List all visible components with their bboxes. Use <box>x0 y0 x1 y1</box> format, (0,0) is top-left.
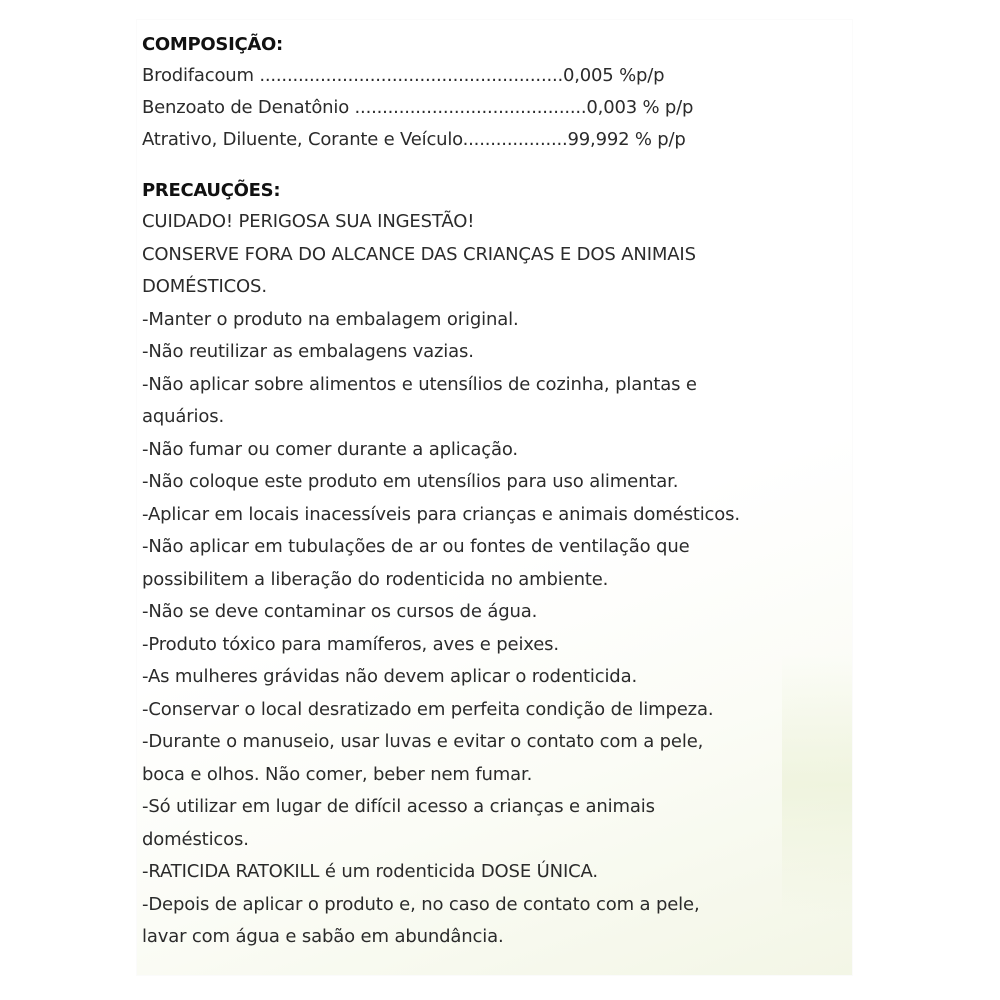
precaution-line: possibilitem a liberação do rodenticida no ambiente. <box>142 568 609 590</box>
precaution-line: -Produto tóxico para mamíferos, aves e peixes. <box>142 633 559 655</box>
precaution-line: DOMÉSTICOS. <box>142 276 267 297</box>
precaution-line: -Não aplicar em tubulações de ar ou fontes de ventilação que <box>142 536 690 557</box>
precautions-section <box>142 176 842 954</box>
precaution-line: -Não coloque este produto em utensílios para uso alimentar. <box>142 471 679 492</box>
precaution-line: -Não aplicar sobre alimentos e utensílios de cozinha, plantas e <box>142 373 697 395</box>
composition-row-brodifacoum: Brodifacoum .......................................................0,005 %p/p <box>142 65 665 86</box>
precaution-line: -Não reutilizar as embalagens vazias. <box>142 341 474 362</box>
composition-row-benzoato: Benzoato de Denatônio ..........................................0,003 % p/p <box>142 97 694 118</box>
composition-row-atrativo: Atrativo, Diluente, Corante e Veículo...................99,992 % p/p <box>142 129 686 150</box>
precaution-line: -Aplicar em locais inacessíveis para crianças e animais domésticos. <box>142 503 740 525</box>
composition-heading: COMPOSIÇÃO: <box>142 34 283 55</box>
precaution-line: -Manter o produto na embalagem original. <box>142 308 519 330</box>
precautions-heading: PRECAUÇÕES: <box>142 180 281 201</box>
precaution-line: -Não se deve contaminar os cursos de água. <box>142 601 538 622</box>
composition-table <box>142 60 802 156</box>
precaution-line: CUIDADO! PERIGOSA SUA INGESTÃO! <box>142 211 475 232</box>
precaution-line: -Não fumar ou comer durante a aplicação. <box>142 438 518 460</box>
precaution-line: -As mulheres grávidas não devem aplicar o rodenticida. <box>142 666 638 687</box>
precaution-line: boca e olhos. Não comer, beber nem fumar. <box>142 763 533 785</box>
precaution-line: lavar com água e sabão em abundância. <box>142 926 504 947</box>
composition-section <box>142 30 842 156</box>
precaution-line: aquários. <box>142 406 225 427</box>
precaution-line: -Durante o manuseio, usar luvas e evitar o contato com a pele, <box>142 731 704 752</box>
precautions-list <box>142 206 842 954</box>
precaution-line: domésticos. <box>142 828 249 850</box>
precaution-line: CONSERVE FORA DO ALCANCE DAS CRIANÇAS E DOS ANIMAIS <box>142 243 696 265</box>
precaution-line: -Conservar o local desratizado em perfeita condição de limpeza. <box>142 698 714 720</box>
label-content <box>142 30 842 954</box>
precaution-line: -Depois de aplicar o produto e, no caso de contato com a pele, <box>142 893 700 915</box>
precaution-line: -Só utilizar em lugar de difícil acesso a crianças e animais <box>142 796 655 817</box>
precaution-line: -RATICIDA RATOKILL é um rodenticida DOSE ÚNICA. <box>142 861 598 882</box>
